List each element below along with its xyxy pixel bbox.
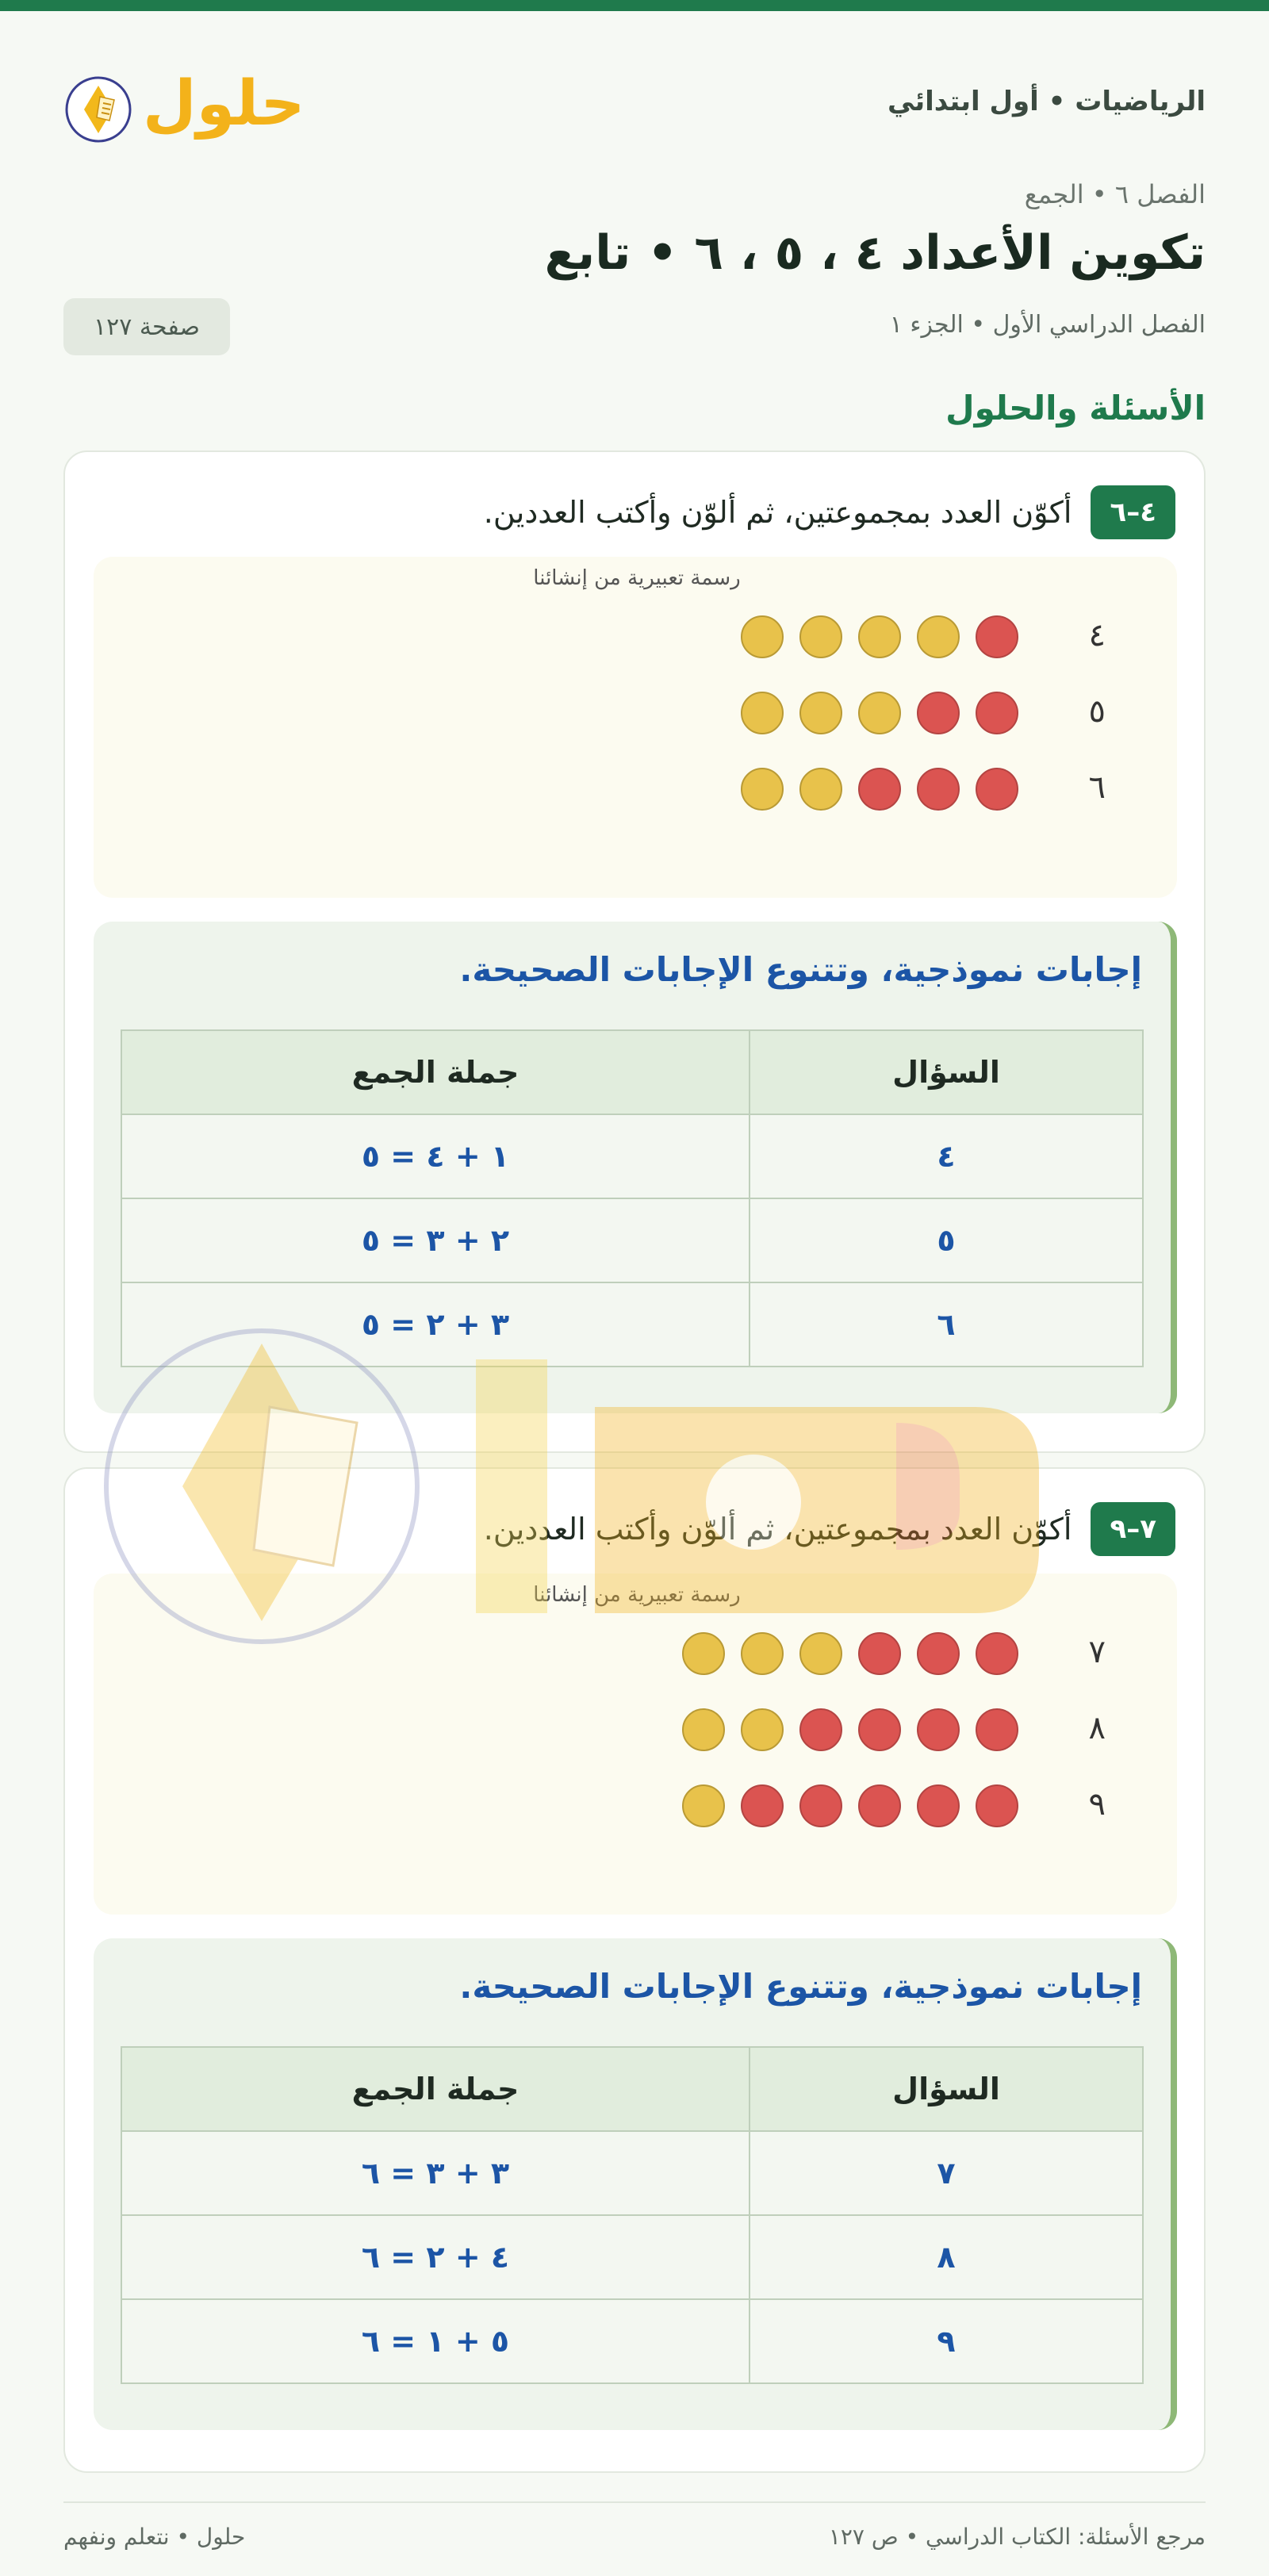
footer-source: مرجع الأسئلة: الكتاب الدراسي • ص ١٢٧ [828,2524,1206,2550]
table-row [121,1282,1143,1367]
sentence-cell: ٣ + ٣ = ٦ [121,2131,750,2215]
table-row [121,2215,1143,2299]
question-cell: ٧ [750,2131,1143,2215]
page [0,11,1269,2576]
question-header [484,1501,1175,1558]
question-cell: ٩ [750,2299,1143,2383]
question-cell: ٨ [750,2215,1143,2299]
table-header-row [121,2047,1143,2131]
illustration-caption: رسمة تعبيرية من إنشائنا [533,566,741,590]
row-number: ٤ [1088,617,1106,654]
yellow-counter [741,1708,784,1751]
column-header-question: السؤال [750,2047,1143,2131]
sentence-cell: ٣ + ٢ = ٥ [121,1282,750,1367]
red-counter [799,1708,842,1751]
illustration [94,1574,1177,1915]
question-card [63,1467,1206,2473]
row-number: ٥ [1088,693,1106,730]
table-row [121,1114,1143,1198]
illustration [94,557,1177,898]
table-row [121,2131,1143,2215]
red-counter [858,1784,901,1827]
red-counter [976,1708,1018,1751]
logo-text: حلول [143,68,305,140]
section-title: الأسئلة والحلول [945,389,1206,427]
red-counter [858,1632,901,1675]
page-badge: صفحة ١٢٧ [63,298,230,355]
answer-table [121,1029,1144,1367]
answer-table [121,2046,1144,2384]
footer-tagline: حلول • نتعلم ونفهم [63,2524,246,2550]
illustration-caption: رسمة تعبيرية من إنشائنا [533,1583,741,1607]
yellow-counter [741,692,784,734]
row-number: ٧ [1088,1634,1106,1670]
question-number-badge: ٤–٦ [1091,485,1175,539]
question-card [63,450,1206,1453]
column-header-sentence: جملة الجمع [121,2047,750,2131]
red-counter [976,1632,1018,1675]
red-counter [976,692,1018,734]
logo[interactable] [63,63,305,151]
yellow-counter [858,615,901,658]
red-counter [858,1708,901,1751]
page-title: تكوين الأعداد ٤ ، ٥ ، ٦ • تابع [544,225,1206,281]
yellow-counter [799,1632,842,1675]
column-header-question: السؤال [750,1030,1143,1114]
red-counter [917,1632,960,1675]
question-header [484,484,1175,541]
question-cell: ٤ [750,1114,1143,1198]
sentence-cell: ٢ + ٣ = ٥ [121,1198,750,1282]
red-counter [799,1784,842,1827]
red-counter [917,1784,960,1827]
yellow-counter [741,768,784,811]
red-counter [917,692,960,734]
breadcrumb: الرياضيات • أول ابتدائي [887,86,1206,117]
answer-panel [94,922,1177,1413]
sentence-cell: ١ + ٤ = ٥ [121,1114,750,1198]
yellow-counter [799,692,842,734]
top-accent-bar [0,0,1269,11]
sentence-cell: ٤ + ٢ = ٦ [121,2215,750,2299]
chapter-label: الفصل ٦ • الجمع [1024,179,1206,209]
row-number: ٩ [1088,1786,1106,1823]
yellow-counter [682,1784,725,1827]
sentence-cell: ٥ + ١ = ٦ [121,2299,750,2383]
question-text: أكوّن العدد بمجموعتين، ثم ألوّن وأكتب العددين. [483,1512,1072,1547]
question-text: أكوّن العدد بمجموعتين، ثم ألوّن وأكتب العددين. [483,495,1072,530]
red-counter [917,768,960,811]
red-counter [976,615,1018,658]
question-number-badge: ٧–٩ [1091,1502,1175,1556]
yellow-counter [799,615,842,658]
answer-panel [94,1938,1177,2430]
question-cell: ٦ [750,1282,1143,1367]
yellow-counter [799,768,842,811]
footer-divider [63,2501,1206,2503]
answer-title: إجابات نموذجية، وتتنوع الإجابات الصحيحة. [459,950,1142,989]
red-counter [976,1784,1018,1827]
red-counter [917,1708,960,1751]
table-row [121,2299,1143,2383]
yellow-counter [917,615,960,658]
yellow-counter [741,1632,784,1675]
red-counter [976,768,1018,811]
yellow-counter [682,1708,725,1751]
table-header-row [121,1030,1143,1114]
yellow-counter [858,692,901,734]
row-number: ٨ [1088,1710,1106,1746]
red-counter [741,1784,784,1827]
header [63,63,1206,151]
yellow-counter [741,615,784,658]
column-header-sentence: جملة الجمع [121,1030,750,1114]
row-number: ٦ [1088,769,1106,806]
yellow-counter [682,1632,725,1675]
term-label: الفصل الدراسي الأول • الجزء ١ [889,311,1206,339]
answer-title: إجابات نموذجية، وتتنوع الإجابات الصحيحة. [459,1967,1142,2006]
red-counter [858,768,901,811]
question-cell: ٥ [750,1198,1143,1282]
table-row [121,1198,1143,1282]
